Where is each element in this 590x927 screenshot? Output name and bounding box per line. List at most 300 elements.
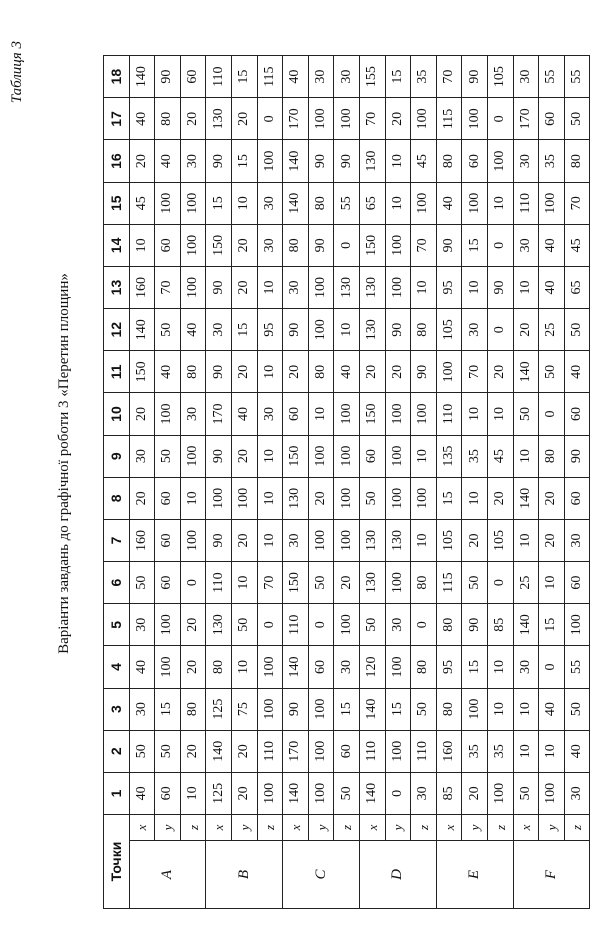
coordinate-label-cell: z (487, 815, 513, 841)
value-cell: 30 (129, 435, 155, 477)
value-cell: 110 (436, 393, 462, 435)
value-cell: 10 (513, 519, 539, 561)
value-cell: 50 (564, 688, 590, 730)
value-cell: 10 (462, 393, 488, 435)
value-cell: 20 (539, 477, 565, 519)
value-cell: 0 (334, 224, 360, 266)
variant-header-cell: 2 (104, 730, 130, 772)
value-cell: 60 (308, 646, 334, 688)
value-cell: 80 (308, 182, 334, 224)
value-cell: 155 (359, 56, 385, 98)
value-cell: 35 (539, 140, 565, 182)
value-cell: 30 (513, 56, 539, 98)
value-cell: 100 (539, 772, 565, 814)
value-cell: 80 (180, 351, 206, 393)
value-cell: 20 (385, 351, 411, 393)
value-cell: 40 (180, 309, 206, 351)
value-cell: 20 (334, 562, 360, 604)
value-cell: 15 (155, 688, 181, 730)
table-row (487, 56, 513, 909)
value-cell: 20 (385, 98, 411, 140)
value-cell: 10 (180, 772, 206, 814)
value-cell: 10 (257, 351, 283, 393)
value-cell: 10 (129, 224, 155, 266)
value-cell: 60 (155, 224, 181, 266)
value-cell: 90 (411, 351, 437, 393)
value-cell: 40 (283, 56, 309, 98)
value-cell: 80 (155, 98, 181, 140)
value-cell: 110 (257, 730, 283, 772)
value-cell: 20 (231, 435, 257, 477)
value-cell: 90 (462, 56, 488, 98)
value-cell: 30 (334, 56, 360, 98)
value-cell: 115 (257, 56, 283, 98)
value-cell: 15 (334, 688, 360, 730)
value-cell: 140 (129, 56, 155, 98)
value-cell: 160 (129, 266, 155, 308)
variants-table (103, 55, 590, 909)
value-cell: 50 (308, 562, 334, 604)
value-cell: 130 (359, 266, 385, 308)
value-cell: 100 (308, 309, 334, 351)
value-cell: 60 (359, 435, 385, 477)
coordinate-label-cell: y (539, 815, 565, 841)
value-cell: 0 (487, 309, 513, 351)
value-cell: 60 (462, 140, 488, 182)
value-cell: 50 (155, 730, 181, 772)
value-cell: 80 (206, 646, 232, 688)
value-cell: 30 (206, 309, 232, 351)
value-cell: 100 (334, 604, 360, 646)
value-cell: 90 (564, 435, 590, 477)
value-cell: 40 (129, 772, 155, 814)
value-cell: 140 (513, 351, 539, 393)
value-cell: 80 (180, 688, 206, 730)
point-label-cell: E (436, 841, 513, 909)
value-cell: 80 (436, 604, 462, 646)
table-row (539, 56, 565, 909)
value-cell: 100 (257, 688, 283, 730)
value-cell: 140 (283, 140, 309, 182)
value-cell: 20 (231, 730, 257, 772)
value-cell: 140 (359, 688, 385, 730)
value-cell: 10 (411, 435, 437, 477)
value-cell: 45 (129, 182, 155, 224)
value-cell: 20 (231, 98, 257, 140)
value-cell: 80 (539, 435, 565, 477)
value-cell: 125 (206, 772, 232, 814)
value-cell: 135 (436, 435, 462, 477)
value-cell: 140 (283, 646, 309, 688)
value-cell: 10 (385, 140, 411, 182)
value-cell: 45 (411, 140, 437, 182)
value-cell: 130 (359, 519, 385, 561)
value-cell: 50 (155, 309, 181, 351)
value-cell: 20 (462, 772, 488, 814)
value-cell: 20 (180, 98, 206, 140)
value-cell: 100 (334, 519, 360, 561)
value-cell: 130 (334, 266, 360, 308)
coordinate-label-cell: x (206, 815, 232, 841)
value-cell: 115 (436, 98, 462, 140)
value-cell: 100 (564, 604, 590, 646)
coordinate-label-cell: z (564, 815, 590, 841)
value-cell: 170 (283, 98, 309, 140)
value-cell: 0 (257, 604, 283, 646)
value-cell: 140 (283, 182, 309, 224)
value-cell: 0 (308, 604, 334, 646)
value-cell: 60 (155, 477, 181, 519)
value-cell: 90 (206, 351, 232, 393)
coordinate-label-cell: y (155, 815, 181, 841)
value-cell: 95 (436, 646, 462, 688)
variant-header-cell: 18 (104, 56, 130, 98)
table-row (129, 56, 155, 909)
value-cell: 25 (539, 309, 565, 351)
table-row (206, 56, 232, 909)
variant-header-cell: 10 (104, 393, 130, 435)
value-cell: 40 (231, 393, 257, 435)
value-cell: 90 (385, 309, 411, 351)
value-cell: 40 (564, 730, 590, 772)
value-cell: 70 (462, 351, 488, 393)
coordinate-label-cell: x (283, 815, 309, 841)
value-cell: 130 (206, 98, 232, 140)
value-cell: 150 (359, 393, 385, 435)
variant-header-cell: 13 (104, 266, 130, 308)
value-cell: 60 (155, 519, 181, 561)
value-cell: 0 (487, 98, 513, 140)
value-cell: 55 (564, 56, 590, 98)
coordinate-label-cell: x (359, 815, 385, 841)
value-cell: 100 (385, 393, 411, 435)
value-cell: 100 (308, 435, 334, 477)
value-cell: 100 (257, 140, 283, 182)
value-cell: 100 (231, 477, 257, 519)
variant-header-cell: 11 (104, 351, 130, 393)
coordinate-label-cell: z (180, 815, 206, 841)
value-cell: 55 (564, 646, 590, 688)
value-cell: 20 (487, 477, 513, 519)
value-cell: 70 (564, 182, 590, 224)
value-cell: 100 (411, 98, 437, 140)
value-cell: 100 (385, 224, 411, 266)
value-cell: 10 (462, 266, 488, 308)
table-row (564, 56, 590, 909)
value-cell: 90 (487, 266, 513, 308)
value-cell: 15 (436, 477, 462, 519)
value-cell: 100 (180, 182, 206, 224)
value-cell: 55 (334, 182, 360, 224)
value-cell: 80 (411, 309, 437, 351)
value-cell: 100 (180, 266, 206, 308)
value-cell: 20 (231, 772, 257, 814)
variant-header-cell: 12 (104, 309, 130, 351)
value-cell: 65 (564, 266, 590, 308)
point-label-cell: B (206, 841, 283, 909)
value-cell: 30 (257, 224, 283, 266)
table-row (231, 56, 257, 909)
value-cell: 30 (257, 182, 283, 224)
coordinate-label-cell: z (411, 815, 437, 841)
value-cell: 100 (257, 772, 283, 814)
value-cell: 30 (513, 646, 539, 688)
value-cell: 140 (513, 477, 539, 519)
value-cell: 45 (564, 224, 590, 266)
coordinate-label-cell: y (231, 815, 257, 841)
value-cell: 100 (257, 646, 283, 688)
value-cell: 90 (283, 688, 309, 730)
value-cell: 40 (334, 351, 360, 393)
value-cell: 90 (206, 266, 232, 308)
value-cell: 100 (206, 477, 232, 519)
value-cell: 105 (436, 519, 462, 561)
value-cell: 10 (487, 393, 513, 435)
value-cell: 30 (129, 604, 155, 646)
value-cell: 100 (308, 688, 334, 730)
value-cell: 70 (155, 266, 181, 308)
value-cell: 130 (359, 309, 385, 351)
value-cell: 15 (231, 56, 257, 98)
value-cell: 100 (385, 435, 411, 477)
coordinate-label-cell: y (462, 815, 488, 841)
value-cell: 30 (385, 604, 411, 646)
value-cell: 30 (257, 393, 283, 435)
value-cell: 100 (385, 646, 411, 688)
value-cell: 60 (283, 393, 309, 435)
table-row (257, 56, 283, 909)
value-cell: 30 (513, 224, 539, 266)
value-cell: 20 (180, 646, 206, 688)
value-cell: 50 (513, 393, 539, 435)
table-row (283, 56, 309, 909)
value-cell: 10 (487, 646, 513, 688)
value-cell: 100 (155, 646, 181, 688)
value-cell: 50 (462, 562, 488, 604)
value-cell: 60 (155, 772, 181, 814)
value-cell: 50 (155, 435, 181, 477)
value-cell: 140 (129, 309, 155, 351)
value-cell: 90 (155, 56, 181, 98)
value-cell: 20 (180, 604, 206, 646)
value-cell: 60 (155, 562, 181, 604)
value-cell: 90 (308, 140, 334, 182)
value-cell: 130 (206, 604, 232, 646)
value-cell: 15 (385, 688, 411, 730)
value-cell: 0 (180, 562, 206, 604)
value-cell: 0 (487, 224, 513, 266)
value-cell: 15 (539, 604, 565, 646)
point-label-cell: D (359, 841, 436, 909)
value-cell: 80 (411, 646, 437, 688)
variant-header-cell: 3 (104, 688, 130, 730)
value-cell: 140 (283, 772, 309, 814)
value-cell: 100 (180, 435, 206, 477)
value-cell: 60 (564, 393, 590, 435)
value-cell: 10 (513, 688, 539, 730)
value-cell: 110 (206, 562, 232, 604)
value-cell: 10 (411, 519, 437, 561)
coordinate-label-cell: y (385, 815, 411, 841)
table-row (513, 56, 539, 909)
value-cell: 60 (180, 56, 206, 98)
value-cell: 75 (231, 688, 257, 730)
header-row (104, 56, 130, 909)
value-cell: 85 (436, 772, 462, 814)
value-cell: 70 (436, 56, 462, 98)
value-cell: 50 (513, 772, 539, 814)
variant-header-cell: 15 (104, 182, 130, 224)
value-cell: 70 (257, 562, 283, 604)
value-cell: 100 (334, 393, 360, 435)
value-cell: 80 (283, 224, 309, 266)
value-cell: 20 (539, 519, 565, 561)
value-cell: 80 (436, 688, 462, 730)
value-cell: 10 (308, 393, 334, 435)
value-cell: 70 (359, 98, 385, 140)
value-cell: 30 (564, 772, 590, 814)
value-cell: 150 (359, 224, 385, 266)
coordinate-label-cell: x (513, 815, 539, 841)
value-cell: 100 (155, 182, 181, 224)
value-cell: 20 (231, 519, 257, 561)
value-cell: 170 (283, 730, 309, 772)
value-cell: 0 (539, 646, 565, 688)
coordinate-label-cell: x (436, 815, 462, 841)
value-cell: 90 (206, 519, 232, 561)
value-cell: 10 (487, 182, 513, 224)
value-cell: 10 (385, 182, 411, 224)
value-cell: 160 (129, 519, 155, 561)
value-cell: 80 (411, 562, 437, 604)
value-cell: 20 (231, 224, 257, 266)
value-cell: 100 (539, 182, 565, 224)
value-cell: 15 (462, 646, 488, 688)
value-cell: 110 (513, 182, 539, 224)
value-cell: 110 (359, 730, 385, 772)
value-cell: 100 (462, 98, 488, 140)
value-cell: 0 (411, 604, 437, 646)
value-cell: 105 (436, 309, 462, 351)
value-cell: 0 (487, 562, 513, 604)
value-cell: 80 (436, 140, 462, 182)
value-cell: 90 (462, 604, 488, 646)
value-cell: 10 (257, 519, 283, 561)
value-cell: 20 (180, 730, 206, 772)
value-cell: 105 (487, 56, 513, 98)
value-cell: 170 (513, 98, 539, 140)
value-cell: 105 (487, 519, 513, 561)
value-cell: 90 (206, 435, 232, 477)
table-row (334, 56, 360, 909)
value-cell: 10 (257, 477, 283, 519)
value-cell: 20 (487, 351, 513, 393)
value-cell: 10 (513, 730, 539, 772)
variant-header-cell: 9 (104, 435, 130, 477)
value-cell: 30 (513, 140, 539, 182)
value-cell: 30 (411, 772, 437, 814)
value-cell: 85 (487, 604, 513, 646)
value-cell: 10 (513, 266, 539, 308)
value-cell: 50 (564, 98, 590, 140)
table-row (462, 56, 488, 909)
value-cell: 55 (539, 56, 565, 98)
table-row (155, 56, 181, 909)
variant-header-cell: 16 (104, 140, 130, 182)
coordinate-label-cell: y (308, 815, 334, 841)
point-label-cell: C (283, 841, 360, 909)
value-cell: 80 (308, 351, 334, 393)
value-cell: 90 (334, 140, 360, 182)
value-cell: 170 (206, 393, 232, 435)
value-cell: 90 (283, 309, 309, 351)
value-cell: 30 (180, 393, 206, 435)
value-cell: 100 (487, 772, 513, 814)
value-cell: 10 (231, 562, 257, 604)
value-cell: 40 (564, 351, 590, 393)
value-cell: 30 (564, 519, 590, 561)
value-cell: 10 (257, 266, 283, 308)
value-cell: 0 (257, 98, 283, 140)
value-cell: 40 (539, 266, 565, 308)
value-cell: 30 (462, 309, 488, 351)
value-cell: 40 (155, 140, 181, 182)
variant-header-cell: 1 (104, 772, 130, 814)
value-cell: 130 (359, 140, 385, 182)
value-cell: 150 (283, 562, 309, 604)
value-cell: 10 (411, 266, 437, 308)
value-cell: 100 (411, 477, 437, 519)
value-cell: 15 (206, 182, 232, 224)
value-cell: 20 (129, 477, 155, 519)
variant-header-cell: 5 (104, 604, 130, 646)
value-cell: 100 (180, 519, 206, 561)
value-cell: 10 (257, 435, 283, 477)
variant-header-cell: 17 (104, 98, 130, 140)
value-cell: 40 (436, 182, 462, 224)
value-cell: 100 (308, 772, 334, 814)
value-cell: 100 (385, 562, 411, 604)
value-cell: 0 (385, 772, 411, 814)
value-cell: 40 (539, 688, 565, 730)
value-cell: 30 (129, 688, 155, 730)
value-cell: 65 (359, 182, 385, 224)
value-cell: 100 (462, 182, 488, 224)
value-cell: 10 (487, 688, 513, 730)
value-cell: 100 (436, 351, 462, 393)
value-cell: 60 (564, 562, 590, 604)
value-cell: 10 (539, 730, 565, 772)
value-cell: 10 (539, 562, 565, 604)
variant-header-cell: 14 (104, 224, 130, 266)
variant-header-cell: 7 (104, 519, 130, 561)
document-heading: Варіанти завдань до графічної роботи 3 «Перетин площин» (56, 273, 72, 654)
value-cell: 140 (206, 730, 232, 772)
value-cell: 40 (539, 224, 565, 266)
value-cell: 60 (539, 98, 565, 140)
value-cell: 125 (206, 688, 232, 730)
value-cell: 100 (308, 98, 334, 140)
value-cell: 90 (308, 224, 334, 266)
value-cell: 100 (385, 730, 411, 772)
coordinate-label-cell: z (334, 815, 360, 841)
value-cell: 10 (231, 646, 257, 688)
value-cell: 100 (411, 182, 437, 224)
value-cell: 35 (462, 435, 488, 477)
table-label: Таблиця 3 (9, 41, 25, 104)
value-cell: 110 (411, 730, 437, 772)
value-cell: 95 (436, 266, 462, 308)
